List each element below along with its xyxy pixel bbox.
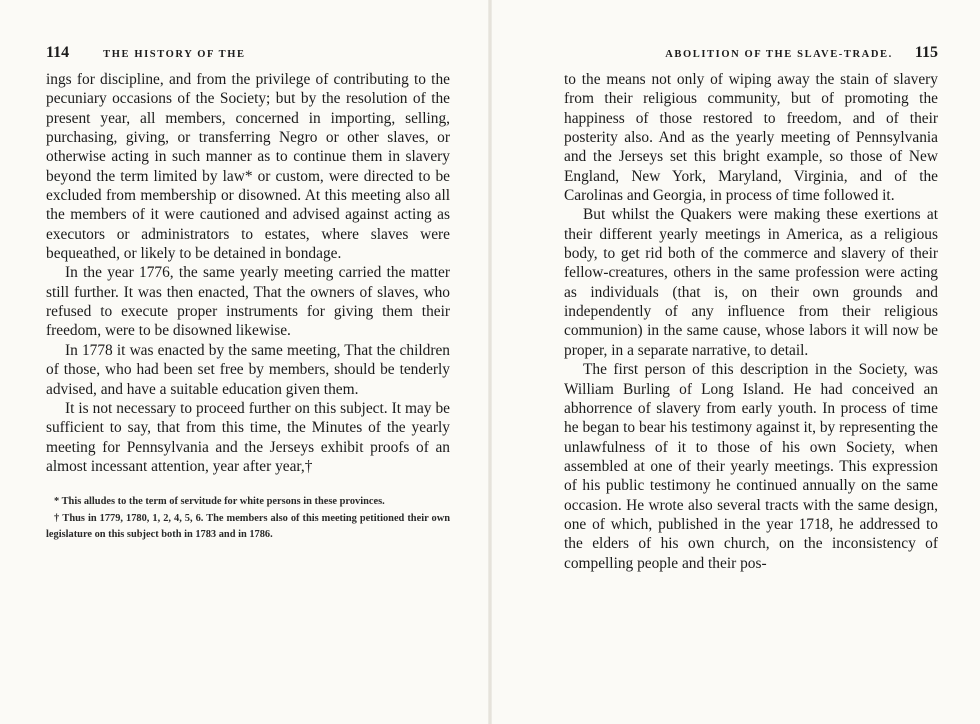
right-running-title: ABOLITION OF THE SLAVE-TRADE. <box>665 49 893 60</box>
paragraph: to the means not only of wiping away the stain of slavery from their religious community, but of promoting the happiness of those restored to freedom, and of their posterity also. And as the yearly meeting of Pennsylvania and the Jerseys set this bright example, so those of New England, New York, Maryland, Virginia, and of the Carolinas and Georgia, in process of time followed it. <box>564 71 938 205</box>
paragraph: But whilst the Quakers were making these exertions at their different yearly meetings in America, as a religious body, to get rid both of the commerce and slavery of their fellow-creatures, others in the same profession were acting as individuals (that is, on their own grounds and independently of any influence from their religious communion) in the same cause, whose labors it will now be proper, in a separate narrative, to detail. <box>564 206 938 359</box>
right-running-head <box>564 44 938 64</box>
footnotes <box>46 494 450 543</box>
paragraph: ings for discipline, and from the privilege of contributing to the pecuniary occasions of the Society; but by the resolution of the present year, all members, concerned in importing, selling, purchasing, giving, or transferring Negro or other slaves, or otherwise acting in such manner as to continue them in slavery beyond the term limited by law* or custom, were directed to be excluded from membership or disowned. At this meeting also all the members of it were cautioned and advised against acting as executors or administrators to estates, where slaves were bequeathed, or likely to be detained in bondage. <box>46 71 450 263</box>
paragraph: In the year 1776, the same yearly meeting carried the matter still further. It was then enacted, That the owners of slaves, who refused to execute proper instruments for giving them their freedom, were to be disowned likewise. <box>46 264 450 340</box>
footnote: † Thus in 1779, 1780, 1, 2, 4, 5, 6. The members also of this meeting petitioned their own legislature on this subject both in 1783 and in 1786. <box>46 512 450 540</box>
left-body-text <box>46 70 450 636</box>
paragraph: It is not necessary to proceed further on this subject. It may be sufficient to say, that from this time, the Minutes of the yearly meeting for Pennsylvania and the Jerseys exhibit proofs of an almost incessant attention, year after year,† <box>46 399 450 475</box>
right-body-text <box>564 70 938 573</box>
right-page-number: 115 <box>914 44 938 61</box>
paragraph: The first person of this description in the Society, was William Burling of Long Island. He had conceived an abhorrence of slavery from early youth. In process of time he began to bear his testimony against it, by representing the unlawfulness of it to those of his own Society, when assembled at one of their yearly meetings. This expression of his public testimony he continued annually on the same occasion. He wrote also several tracts with the same design, one of which, published in the year 1718, he addressed to the elders of his own church, on the inconsistency of compelling people and their pos- <box>564 361 938 572</box>
left-running-title: THE HISTORY OF THE <box>103 49 246 60</box>
left-page-number: 114 <box>46 44 70 61</box>
left-running-head <box>46 44 450 64</box>
paragraph: In 1778 it was enacted by the same meeting, That the children of those, who had been set free by members, should be tenderly advised, and have a suitable education given them. <box>46 341 450 398</box>
right-page <box>490 0 980 724</box>
footnote: * This alludes to the term of servitude for white persons in these provinces. <box>54 496 385 508</box>
